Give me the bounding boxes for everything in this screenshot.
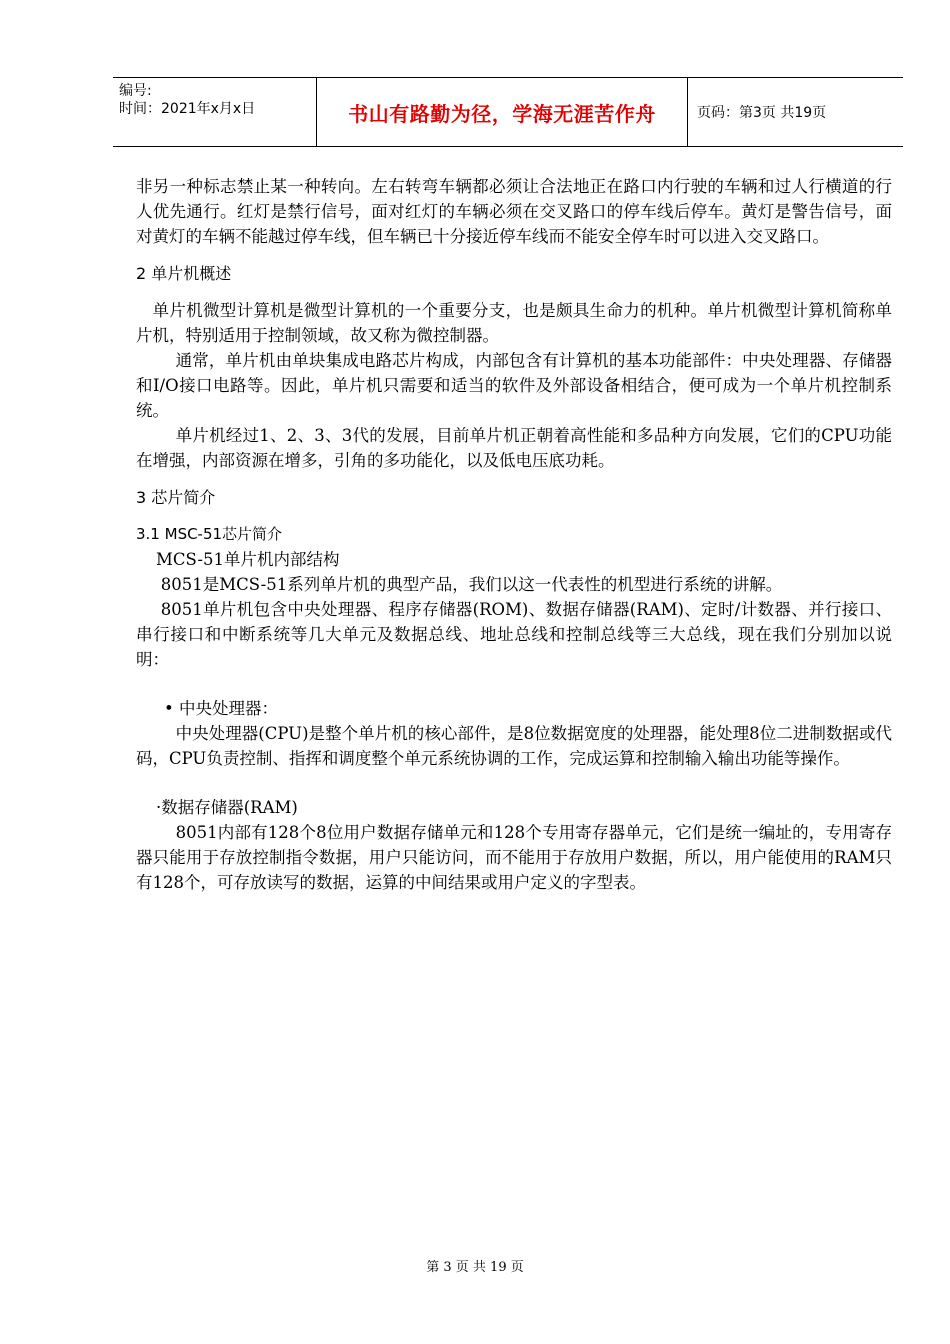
subsection-heading-msc51: 3.1 MSC-51芯片简介 (136, 525, 283, 543)
page-header (113, 77, 903, 147)
section-heading-chip: 3 芯片简介 (136, 488, 216, 507)
header-time: 时间：2021年x月x日 (119, 101, 256, 117)
paragraph-8051-b: 8051单片机包含中央处理器、程序存储器(ROM)、数据存储器(RAM)、定时/计数器、并行接口、串行接口和中断系统等几大单元及数据总线、地址总线和控制总线等三大总线，现在我们分别加以说明： (136, 600, 892, 669)
structure-title: MCS-51单片机内部结构 (156, 550, 340, 569)
header-number: 编号: (119, 83, 152, 99)
paragraph-intro: 非另一种标志禁止某一种转向。左右转弯车辆都必须让合法地正在路口内行驶的车辆和过人行横道的行人优先通行。红灯是禁行信号，面对红灯的车辆必须在交叉路口的停车线后停车。黄灯是警告信号，面对黄灯的车辆不能越过停车线，但车辆已十分接近停车线而不能安全停车时可以进入交叉路口。 (136, 177, 892, 246)
paragraph-mcu-2: 通常，单片机由单块集成电路芯片构成，内部包含有计算机的基本功能部件：中央处理器、存储器和I/O接口电路等。因此，单片机只需要和适当的软件及外部设备相结合，便可成为一个单片机控制系统。 (136, 351, 892, 420)
header-info (119, 82, 319, 118)
header-page-number: 页码：第3页 共19页 (697, 105, 827, 121)
header-divider (687, 78, 688, 146)
document-body (136, 174, 892, 895)
paragraph-ram: 8051内部有128个8位用户数据存储单元和128个专用寄存器单元，它们是统一编址的，专用寄存器只能用于存放控制指令数据，用户只能访问，而不能用于存放用户数据，所以，用户能使用的RAM只有128个，可存放读写的数据，运算的中间结果或用户定义的字型表。 (136, 823, 892, 892)
ram-heading: ·数据存储器(RAM) (156, 798, 298, 817)
header-motto: 书山有路勤为径，学海无涯苦作舟 (348, 101, 656, 126)
paragraph-mcu-1: 单片机微型计算机是微型计算机的一个重要分支，也是颇具生命力的机种。单片机微型计算机简称单片机，特别适用于控制领域，故又称为微控制器。 (136, 301, 892, 345)
paragraph-cpu: 中央处理器(CPU)是整个单片机的核心部件，是8位数据宽度的处理器，能处理8位二进制数据或代码，CPU负责控制、指挥和调度整个单元系统协调的工作，完成运算和控制输入输出功能等操作。 (136, 724, 892, 768)
page-footer: 第 3 页 共 19 页 (426, 1260, 524, 1275)
cpu-heading: • 中央处理器： (164, 699, 278, 718)
paragraph-8051-a: 8051是MCS-51系列单片机的典型产品，我们以这一代表性的机型进行系统的讲解。 (160, 575, 783, 594)
paragraph-mcu-3: 单片机经过1、2、3、3代的发展，目前单片机正朝着高性能和多品种方向发展，它们的CPU功能在增强，内部资源在增多，引角的多功能化，以及低电压底功耗。 (136, 426, 892, 470)
section-heading-mcu: 2 单片机概述 (136, 264, 232, 283)
